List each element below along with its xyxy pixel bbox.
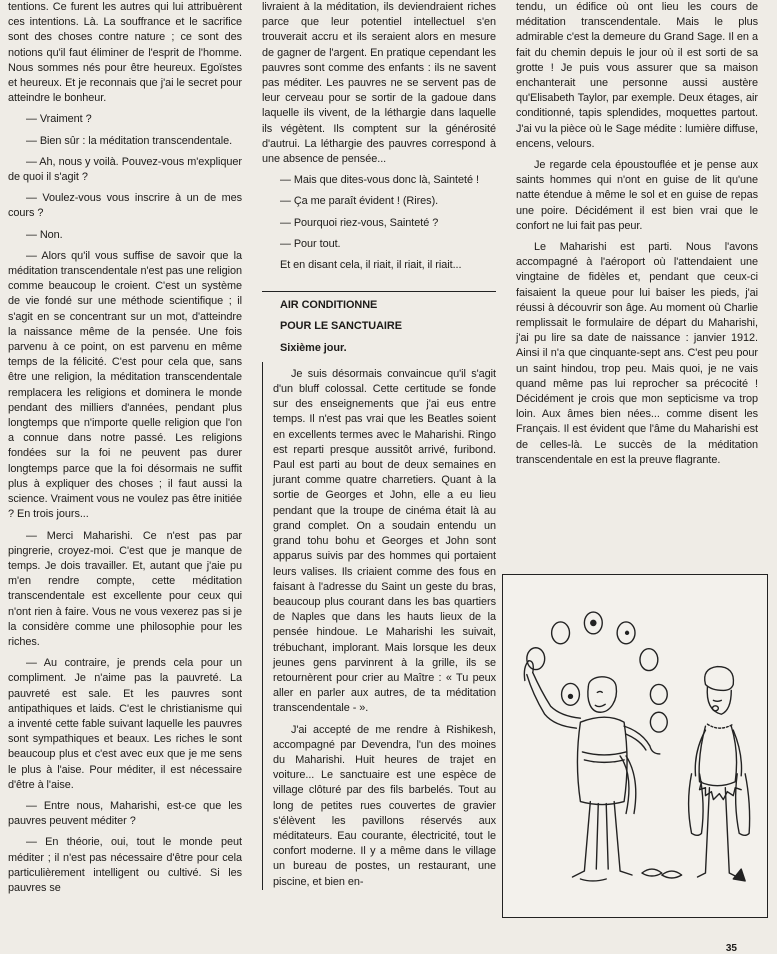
paragraph: Je suis désormais convaincue qu'il s'agit d'un bluff colossal. Cette certitude se fonde sur des enseignements que j'ai eus entre temps. Il n'est pas vrai que les Beatles soient en excellents termes avec le Maharishi. Ringo est reparti presque aussitôt arrivé, furibond. Paul est parti au bout de deux semaines en jurant comme quatre charretiers. Quant à la sortie de Georges et John, elle a eu lieu pendant que la troupe de cinéma était là au grand complet. On a soudain entendu un grand tohu bohu et Georges et John sont apparus suivis par des hommes qui portaient leurs valises. Ils criaient comme des fous en faisant à l'adresse du Saint un geste du bras, beaucoup plus courant dans les bas quartiers de Naples que dans les hauts lieux de la pensée hindoue. Le Maharishi les suivait, trébuchant, implorant. Mais lorsque les deux jeunes gens parvinrent à la grille, ils se retournèrent pour crier au Maître : « Tu peux aller en parler aux autres, de ta méditation transcendentale - ». [273,367,496,715]
juggling-guru-cartoon [503,575,767,917]
ball-icon [650,712,667,732]
paragraph: — Mais que dites-vous donc là, Sainteté ! [280,174,479,187]
paragraph: — Pour tout. [280,237,341,250]
section-heading [262,298,496,334]
section-subheading: Sixième jour. [280,341,347,354]
paragraph: Le Maharishi est parti. Nous l'avons accompagné à l'aéroport où l'attendaient une vingtaine de fidèles et, pendant que ceux-ci faisaient la queue pour lui baiser les pieds, j'ai réussi à découvrir son âge. Au moment où Charlie remplissait le formulaire de départ du Maharishi, j'ai pu lire sa date de naissance : janvier 1912. Ainsi il n'a que cinquante-sept ans. C'est peu pour un saint hindou, trop peu. Mais quoi, je ne vais quand même pas lui reprocher sa précocité ! Décidément je crois que mon septicisme va trop loin. Aux âmes bien nées... comme disent les Français. Il est évident que l'âme du Maharishi est de celles-là. Le succès de la méditation transcendentale en est la preuve flagrante. [516,241,758,466]
section-divider [262,291,496,292]
paragraph: — Ah, nous y voilà. Pouvez-vous m'expliquer de quoi il s'agit ? [8,155,242,184]
cartoon-illustration [502,574,768,918]
paragraph: — Entre nous, Maharishi, est-ce que les pauvres peuvent méditer ? [8,799,242,828]
paragraph: — Voulez-vous vous inscrire à un de mes cours ? [8,192,242,220]
paragraph: — Non. [26,228,63,241]
paragraph: — Alors qu'il vous suffise de savoir que la méditation transcendentale n'est pas une religion comme beaucoup le croient. C'est un système de vie fondé sur une méthode scientifique ; il s'agit en se concentrant sur un mot, d'atteindre la naissance même de la pensée. Une fois parvenu à ce point, on est parvenu en même temps de la félicité. C'est pour cela que, sans être une religion, la méditation transcendentale remplacera les religions et dominera le monde pendant des milliers d'années, pendant plus longtemps que n'importe quelle religion que l'on a connue dans notre passé. Les religions fondées sur la foi ne peuvent pas durer longtemps parce que la foi désormais ne suffit plus à expliquer des choses ; il faut aussi la science. Vraiment vous ne voulez pas être initiée ? En trois jours... [8,249,242,521]
paragraph: — Au contraire, je prends cela pour un compliment. Je n'aime pas la pauvreté. La pauvreté est sale. Et les pauvres sont antipathiques et laids. C'est le christianisme qui a inventé cette fable suivant laquelle les pauvres sont sympathiques et beaux. Les riches le sont beaucoup plus et c'est avec eux que je me sens le plus à l'aise. Pour méditer, il est nécessaire d'être à l'aise. [8,657,242,791]
column-left [8,0,242,902]
ball-icon [527,648,545,670]
section-title-line: AIR CONDITIONNE [280,299,378,312]
column-middle [262,0,496,896]
paragraph: — En théorie, oui, tout le monde peut méditer ; il n'est pas nécessaire d'être pour cela particulièrement intelligent ou cultivé. Si les pauvres se [8,836,242,894]
paragraph: Je regarde cela époustouflée et je pense aux saints hommes qui n'ont en guise de lit qu'une natte étendue à même le sol et en guise de repas une poire. Décidément il est bien vrai que le confort ne lui fait pas peur. [516,159,758,232]
paragraph: livraient à la méditation, ils deviendraient riches parce que leur potentiel intellectuel s'en trouverait accru et ils seraient alors en mesure de gagner de l'argent. En pratique cependant les pauvres sont comme des enfants : ils ne savent pas méditer. Les pauvres ne se servent pas de leur cerveau pour se sortir de la gadoue dans laquelle ils vivent, de la léthargie dans laquelle ils végètent. Ils comptent sur la générosité d'autrui. La léthargie des pauvres correspond à une absence de pensée... [262,1,496,166]
ball-icon [552,622,570,644]
paragraph: — Vraiment ? [26,113,92,126]
page-number: 35 [725,943,737,954]
paragraph: — Merci Maharishi. Ce n'est pas par pingrerie, croyez-moi. C'est que je manque de temps. Je dois travailler. Et, autant que j'aie pu m'en rendre compte, cette méditation transcendentale est excellente pour ceux qui n'ont rien à faire. Vous ne vous vexerez pas si je la considère comme une philosophie pour les riches. [8,529,242,648]
section-body [262,362,496,890]
paragraph: — Bien sûr : la méditation transcendentale. [26,134,233,147]
ball-icon [640,649,658,671]
ball-icon [650,684,667,704]
paragraph: tendu, un édifice où ont lieu les cours de méditation transcendentale. Mais le plus admirable c'est la demeure du Grand Sage. Il en a fait du chemin depuis le jour où il est sorti de sa grotte ! Je puis vous assurer que sa maison enchanterait une personne aussi austère qu'Elisabeth Taylor, par exemple. Deux étages, air conditionné, tapis splendides, moquettes partout. J'ai vu la pièce où le Sage médite : lumière diffuse, encens, velours. [516,1,758,150]
section-title-line: POUR LE SANCTUAIRE [280,320,402,333]
paragraph: Et en disant cela, il riait, il riait, il riait... [280,259,462,272]
paragraph: — Pourquoi riez-vous, Sainteté ? [280,216,439,229]
paragraph: J'ai accepté de me rendre à Rishikesh, accompagné par Devendra, l'un des moines du Maharishi. Huit heures de trajet en voiture... Le sanctuaire est une espèce de village clôturé par des fils barbelés. Tout au long de petites rues couvertes de gravier s'élèvent les pavillons réservés aux méditateurs. Eau courante, électricité, tout le confort moderne. Il y a même dans le village un bureau de postes, un restaurant, une piscine, et bien en- [273,723,496,888]
column-right [516,0,758,474]
paragraph: — Ça me paraît évident ! (Rires). [280,195,439,208]
paragraph: tentions. Ce furent les autres qui lui attribuèrent ces intentions. Là. La souffrance et le sacrifice sont des choses contre nature ; ce sont des notions qu'il faut éliminer de l'esprit de l'homme. Nous sommes nés pour être heureux. Egoïstes et heureux. Et je reconnais que j'ai le secret pour atteindre le bonheur. [8,1,242,105]
